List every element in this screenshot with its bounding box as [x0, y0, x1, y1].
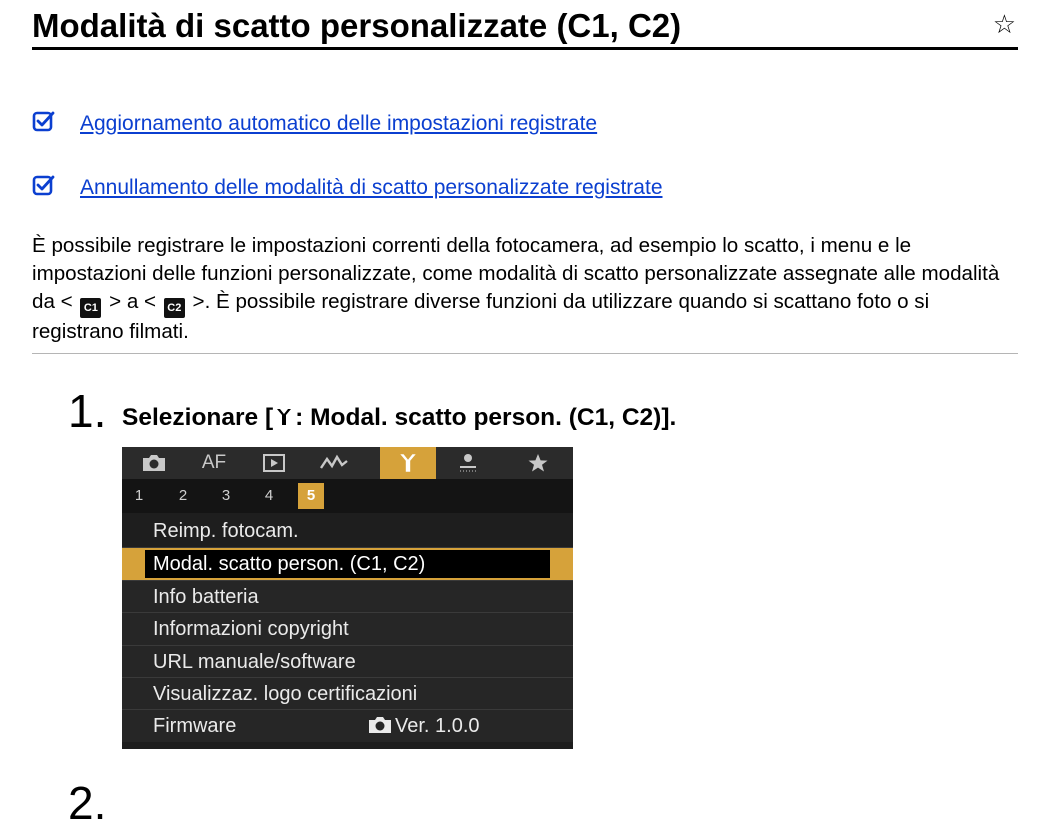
subtab-3: 3: [221, 487, 231, 504]
menu-item-certification-logo: [122, 677, 573, 709]
page-title-bar: [32, 4, 1018, 50]
tab-af-label: AF: [201, 452, 227, 473]
intro-text-1: È possibile registrare le impostazioni correnti della fotocamera, ad esempio lo scatto, i menu e le impostazioni delle funzioni personalizzate, come modalità di scatto personalizzate assegnate alle modalità da <: [32, 234, 1000, 313]
tab-shooting: [126, 447, 182, 479]
subtab-5: 5: [298, 483, 324, 509]
tab-setup: [380, 447, 436, 479]
menu-item-firmware: [122, 709, 573, 741]
camera-menu-screenshot: [122, 447, 573, 749]
wrench-icon: [398, 452, 418, 474]
step-number-2: 2.: [68, 777, 107, 829]
menu-item-copyright: [122, 612, 573, 644]
menu-item-label: URL manuale/software: [153, 650, 356, 673]
camera-icon: [141, 453, 167, 473]
page-title: Modalità di scatto personalizzate (C1, C2): [32, 7, 682, 44]
mode-c1-icon: C1: [80, 298, 101, 318]
tab-playback: [246, 447, 302, 479]
step-text-suffix: : Modal. scatto person. (C1, C2)].: [295, 404, 677, 431]
intro-text-3: >. È possibile registrare diverse funzioni da utilizzare quando si scattano foto o si registrano filmati.: [32, 290, 930, 343]
star-icon: [527, 452, 549, 474]
step-number: 1.: [68, 385, 107, 437]
menu-item-label: Modal. scatto person. (C1, C2): [145, 550, 550, 577]
playback-icon: [262, 453, 286, 473]
menu-item-label: Reimp. fotocam.: [153, 520, 299, 542]
menu-item-manual-url: [122, 645, 573, 677]
camera-icon: [367, 715, 393, 735]
step-instruction: [122, 402, 676, 434]
menu-item-label: Info batteria: [153, 585, 259, 608]
subtab-1: 1: [134, 487, 144, 504]
wrench-icon: [275, 407, 293, 427]
wave-icon: [319, 453, 349, 473]
menu-item-custom-shooting-mode: [122, 547, 573, 579]
step-text-prefix: Selezionare [: [122, 404, 274, 431]
tab-wave: [306, 447, 362, 479]
link-cancel-registered[interactable]: Annullamento delle modalità di scatto personalizzate registrate: [80, 176, 663, 199]
camera-menu-tabs: [122, 447, 573, 479]
menu-item-label: Visualizzaz. logo certificazioni: [153, 682, 418, 705]
tab-my-menu: [510, 447, 566, 479]
subtab-2: 2: [178, 487, 188, 504]
custom-function-icon: [456, 452, 480, 474]
star-icon[interactable]: ☆: [992, 10, 1016, 40]
menu-item-label: Firmware: [153, 715, 237, 738]
menu-item-label: Informazioni copyright: [153, 618, 349, 641]
menu-item-reset-camera: [122, 515, 573, 547]
camera-menu-subtabs: [122, 479, 573, 513]
tab-af: [186, 447, 242, 479]
tab-custom-functions: [440, 447, 496, 479]
intro-text-2: > a <: [109, 290, 157, 313]
intro-paragraph: [32, 232, 1018, 354]
mode-c2-icon: C2: [164, 298, 185, 318]
checkbox-icon: [32, 110, 56, 134]
firmware-version: Ver. 1.0.0: [395, 715, 480, 738]
subtab-4: 4: [264, 487, 274, 504]
menu-item-battery-info: [122, 580, 573, 612]
firmware-value: [367, 710, 480, 742]
link-auto-update[interactable]: Aggiornamento automatico delle impostazioni registrate: [80, 112, 598, 135]
checkbox-icon: [32, 174, 56, 198]
camera-menu-list: [122, 515, 573, 742]
